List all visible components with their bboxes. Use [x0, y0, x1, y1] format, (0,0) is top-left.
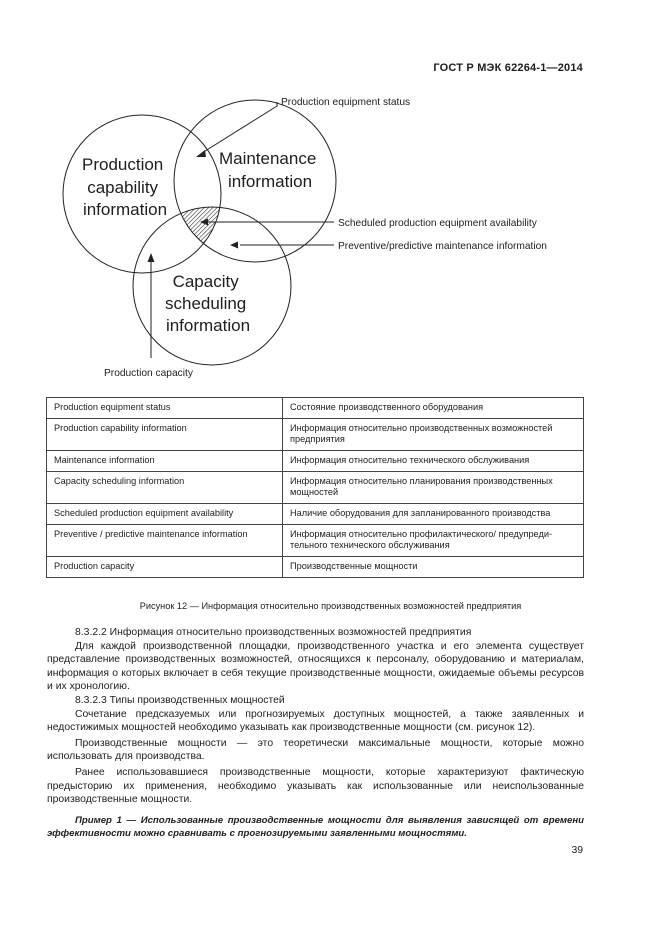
label-maintenance: Maintenance information [218, 149, 317, 191]
example-note: Пример 1 — Использованные производственные мощности для выявления зависящей от времени эффективности можно сравнивать с прогнозируемыми заявленными мощностями. [47, 814, 584, 839]
table-row [47, 525, 584, 557]
callout-production-capacity: Production capacity [104, 368, 193, 379]
legend-table [46, 397, 584, 578]
page-number: 39 [571, 845, 583, 856]
callout-scheduled-availability: Scheduled production equipment availability [338, 218, 537, 229]
table-cell-en: Production capacity [47, 557, 283, 578]
table-cell-en: Preventive / predictive maintenance information [47, 525, 283, 557]
label-capacity-scheduling: Capacity scheduling information [164, 272, 251, 335]
table-row [47, 472, 584, 504]
table-cell-ru: Информация относительно технического обслуживания [283, 451, 584, 472]
table-cell-ru: Производственные мощности [283, 557, 584, 578]
table-row [47, 557, 584, 578]
standard-header: ГОСТ Р МЭК 62264-1—2014 [433, 62, 583, 74]
table-cell-ru: Наличие оборудования для запланированного производства [283, 504, 584, 525]
table-row [47, 504, 584, 525]
callout-equipment-status: Production equipment status [281, 97, 411, 108]
table-cell-ru: Состояние производственного оборудования [283, 398, 584, 419]
table-cell-en: Production capability information [47, 419, 283, 451]
table-row [47, 398, 584, 419]
table-row [47, 419, 584, 451]
body-text [47, 626, 584, 840]
paragraph: Производственные мощности — это теоретически максимальные мощности, которые можно использовать для производства. [47, 737, 584, 763]
table-cell-ru: Информация относительно профилактического/ предупреди-тельного технического обслуживания [283, 525, 584, 557]
table-cell-en: Maintenance information [47, 451, 283, 472]
table-cell-en: Scheduled production equipment availability [47, 504, 283, 525]
section-heading-8-3-2-2: 8.3.2.2 Информация относительно производственных возможностей предприятия [75, 627, 472, 638]
figure-caption: Рисунок 12 — Информация относительно производственных возможностей предприятия [139, 601, 522, 611]
label-production-capability: Production capability information [81, 155, 168, 219]
arrow-equipment-status [196, 150, 206, 157]
arrow-production-capacity [148, 253, 155, 262]
callout-preventive-maintenance: Preventive/predictive maintenance information [338, 241, 547, 252]
table-cell-en: Capacity scheduling information [47, 472, 283, 504]
paragraph: Сочетание предсказуемых или прогнозируемых доступных мощностей, а также заявленных и недостижимых мощностей необходимо указывать как производственные мощности (см. рисунок 12). [47, 708, 584, 734]
table-cell-ru: Информация относительно производственных возможностей предприятия [283, 419, 584, 451]
callout-line-equipment-status [202, 102, 277, 153]
table-row [47, 451, 584, 472]
paragraph: Ранее использовавшиеся производственные мощности, которые характеризуют фактическую предысторию их применения, необходимо указывать как использованные или неиспользованные производственные мощности. [47, 766, 584, 806]
section-heading-8-3-2-3: 8.3.2.3 Типы производственных мощностей [75, 694, 285, 706]
table-cell-en: Production equipment status [47, 398, 283, 419]
arrow-preventive-maintenance [230, 242, 238, 249]
venn-diagram [0, 0, 661, 392]
paragraph: Для каждой производственной площадки, производственного участка и его элемента существует представление производственных возможностей, относящихся к персоналу, оборудованию и материалам, информация о которых включает в себя текущие производственные мощности, ожидаемые объемы ресурсов и их хронологию. [47, 640, 584, 693]
table-cell-ru: Информация относительно планирования производственных мощностей [283, 472, 584, 504]
